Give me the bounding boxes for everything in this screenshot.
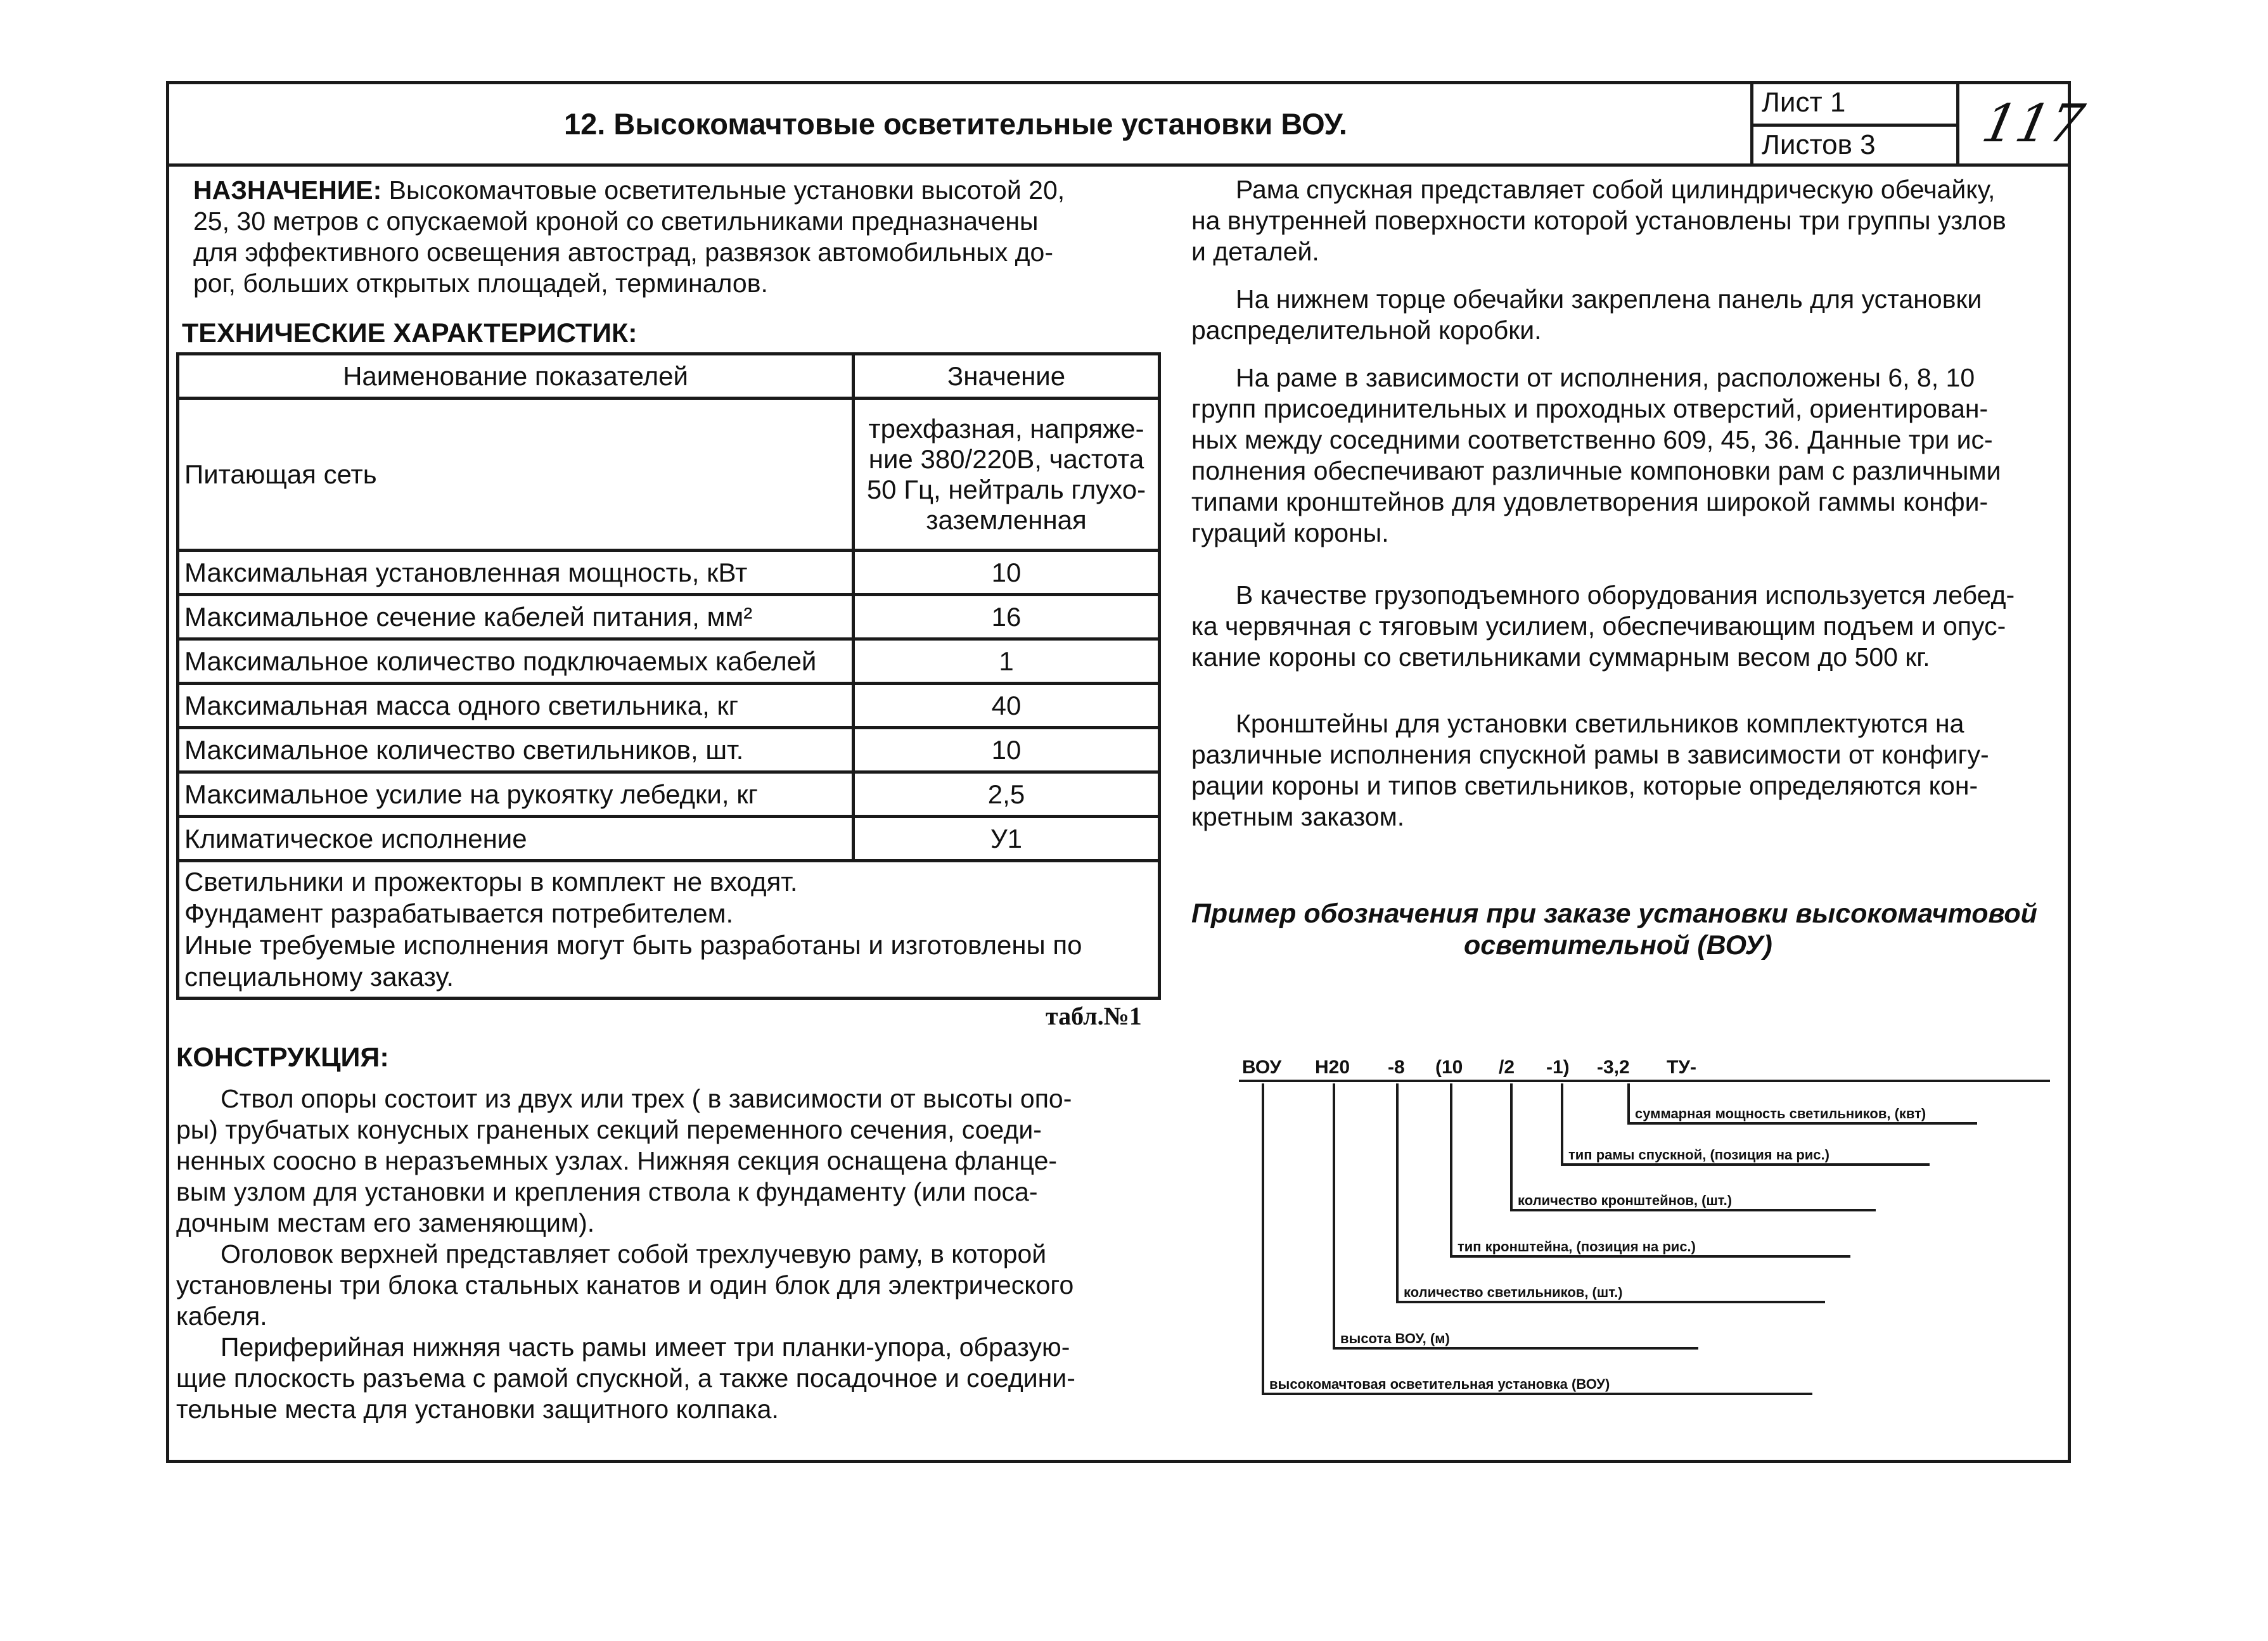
table-row: Максимальное количество светильников, шт. 10 [178, 728, 1160, 772]
legend-item: высота ВОУ, (м) [1340, 1331, 1450, 1346]
table-row: Максимальная масса одного светильника, кг 40 [178, 684, 1160, 728]
right-paragraph-1: Рама спускная представляет собой цилиндрическую обечайку, на внутренней поверхности которой установлены три группы узлов и деталей. [1191, 175, 2006, 266]
construction-paragraph-1: Ствол опоры состоит из двух или трех ( в зависимости от высоты опо- ры) трубчатых конусных граненых секций переменного сечения, соеди- ненных соосно в неразъемных узлах. Нижняя секция оснащена фланце- вым узлом для установки и крепления ствола к фундаменту (или поса- дочным местам его заменяющим). Оголовок верхней представляет собой трехлучевую раму, в которой установлены три блока стальных канатов и один блок для электрического кабеля. Периферийная нижняя часть рамы имеет три планки-упора, образую- щие плоскость разъема с рамой спускной, а также посадочное и соедини- тельные места для установки защитного колпака. [176, 1084, 1075, 1424]
table-row: Максимальное усилие на рукоятку лебедки, кг 2,5 [178, 772, 1160, 817]
page-title: 12. Высокомачтовые осветительные установки ВОУ. [564, 107, 1347, 141]
right-paragraph-4: В качестве грузоподъемного оборудования используется лебед- ка червячная с тяговым усилием, обеспечивающим подъем и опус- кание короны со светильниками суммарным весом до 500 кг. [1191, 580, 2015, 672]
sheets-total: Листов 3 [1762, 129, 1876, 160]
table-caption: табл.№1 [1046, 1002, 1142, 1030]
handwritten-page-number: 117 [1976, 94, 2089, 154]
sheet-number: Лист 1 [1762, 87, 1846, 118]
code-part: -1) [1546, 1057, 1570, 1078]
example-title-line-1: Пример обозначения при заказе установки высокомачтовой [1191, 898, 2037, 929]
code-part: -3,2 [1597, 1057, 1630, 1078]
code-part: (10 [1435, 1057, 1463, 1078]
legend-item: тип кронштейна, (позиция на рис.) [1458, 1239, 1696, 1255]
tech-heading: ТЕХНИЧЕСКИЕ ХАРАКТЕРИСТИК: [182, 318, 637, 348]
network-value: трехфазная, напряже- ние 380/220В, частота 50 Гц, нейтраль глухо- заземленная [854, 399, 1160, 551]
right-paragraph-5: Кронштейны для установки светильников комплектуются на различные исполнения спускной рамы в зависимости от конфигу- рации короны и типов светильников, которые определяются кон- кретным заказом. [1191, 709, 1989, 831]
col-name-header: Наименование показателей [178, 354, 854, 399]
code-part: /2 [1499, 1057, 1515, 1078]
purpose-heading: НАЗНАЧЕНИЕ: [193, 176, 382, 205]
table-row: Максимальная установленная мощность, кВт 10 [178, 551, 1160, 595]
code-part: Н20 [1315, 1057, 1350, 1078]
legend-item: количество кронштейнов, (шт.) [1518, 1192, 1733, 1208]
network-label: Питающая сеть [178, 399, 854, 551]
purpose-paragraph: НАЗНАЧЕНИЕ: Высокомачтовые осветительные установки высотой 20, 25, 30 метров с опускаемой кроной со светильниками предназначены для эффективного освещения автострад, развязок автомобильных до- рог, больших открытых площадей, терминалов. [193, 176, 1065, 298]
legend-item: количество светильников, (шт.) [1404, 1284, 1623, 1300]
construction-heading: КОНСТРУКЦИЯ: [176, 1042, 389, 1073]
legend-item: суммарная мощность светильников, (квт) [1635, 1106, 1926, 1121]
code-part: ТУ- [1667, 1057, 1696, 1078]
legend-item: тип рамы спускной, (позиция на рис.) [1568, 1147, 1829, 1163]
table-notes: Светильники и прожекторы в комплект не входят. Фундамент разрабатывается потребителем. Иные требуемые исполнения могут быть разработаны и изготовлены по специальному заказу. [178, 861, 1160, 999]
legend-item: высокомачтовая осветительная установка (ВОУ) [1269, 1376, 1610, 1392]
code-part: -8 [1388, 1057, 1405, 1078]
table-row: Максимальное сечение кабелей питания, мм² 16 [178, 595, 1160, 639]
right-paragraph-2: На нижнем торце обечайки закреплена панель для установки распределительной коробки. [1191, 284, 1982, 345]
table-row: Климатическое исполнение У1 [178, 817, 1160, 861]
table-row: Максимальное количество подключаемых кабелей 1 [178, 639, 1160, 684]
col-value-header: Значение [854, 354, 1160, 399]
code-part: ВОУ [1242, 1057, 1282, 1078]
example-title-line-2: осветительной (ВОУ) [1464, 930, 1772, 961]
right-paragraph-3: На раме в зависимости от исполнения, расположены 6, 8, 10 групп присоединительных и проходных отверстий, ориентирован- ных между соседними соответственно 609, 45, 36. Данные три ис- полнения обеспечивают различные компоновки рам с различными типами кронштейнов для удовлетворения широкой гаммы конфи- гураций короны. [1191, 363, 2001, 547]
